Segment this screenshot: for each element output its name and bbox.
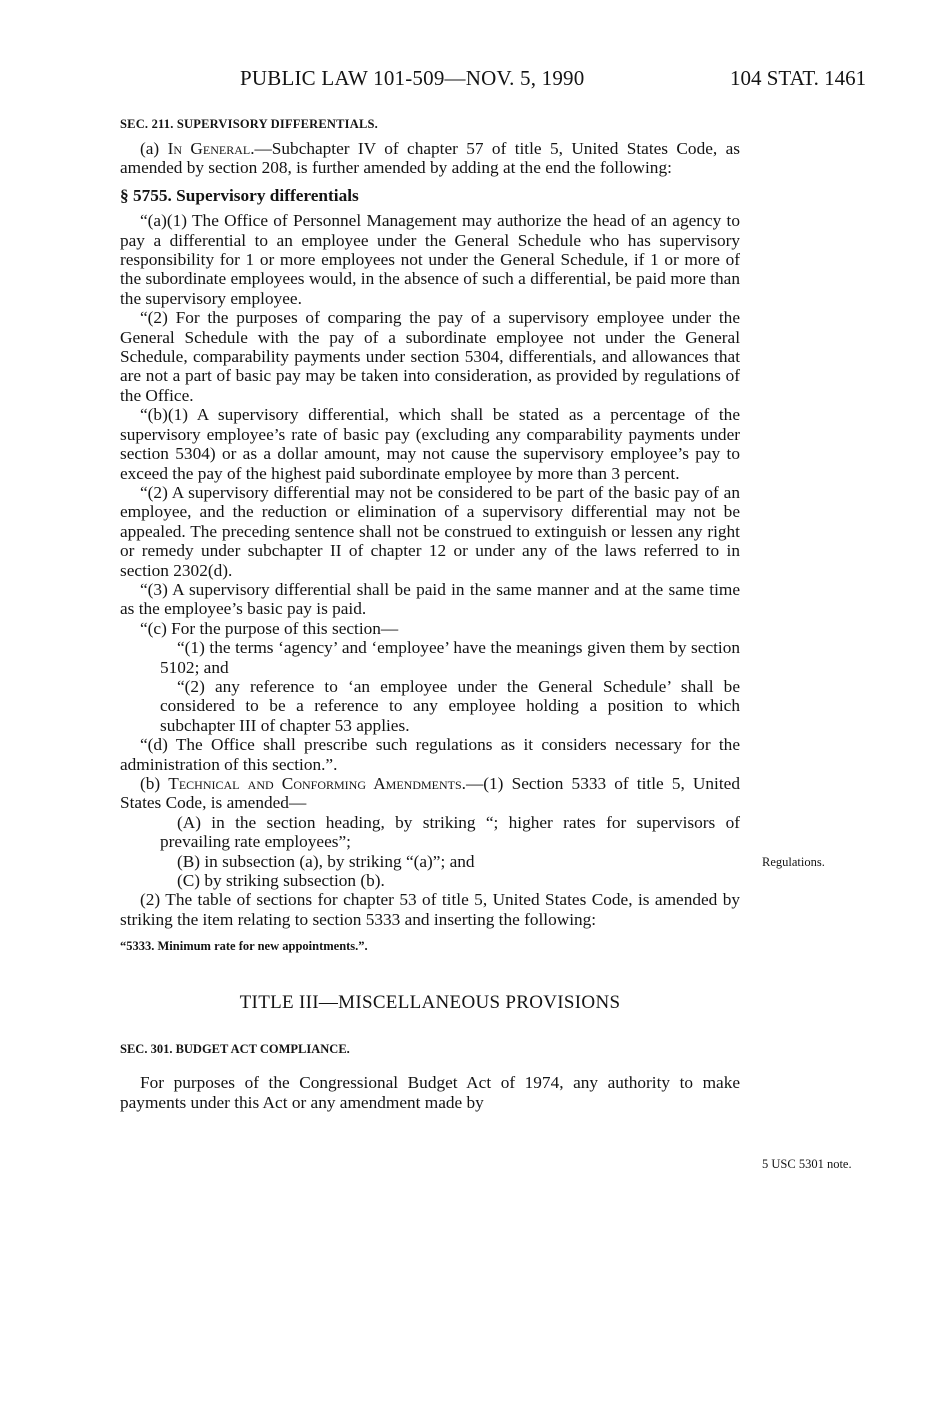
paragraph-d: “(d) The Office shall prescribe such regulations as it considers necessary for the administration of this section.”. [120, 735, 740, 774]
margin-note-regulations: Regulations. [762, 855, 825, 869]
paragraph-b2: “(2) A supervisory differential may not be considered to be part of the basic pay of an employee, and the reduction or elimination of a supervisory differential may not be appealed. The preceding sentence shall not be construed to extinguish or lessen any right or remedy under subchapter II of chapter 12 or under any of the laws referred to in section 2302(d). [120, 482, 740, 580]
section-301-heading: SEC. 301. BUDGET ACT COMPLIANCE. [120, 1042, 350, 1057]
clause-b-C: (C) by striking subsection (b). [177, 871, 385, 891]
body-text [120, 117, 740, 1112]
margin-note-usc: 5 USC 5301 note. [762, 1157, 852, 1171]
paragraph-b3: “(3) A supervisory differential shall be paid in the same manner and at the same time as the employee’s basic pay is paid. [120, 579, 740, 619]
section-211-heading: SEC. 211. SUPERVISORY DIFFERENTIALS. [120, 117, 378, 131]
subsection-b-text: —(1) Section 5333 of title 5, United States Code, is amended— [120, 774, 740, 813]
statute-page-number: 104 STAT. 1461 [730, 66, 867, 90]
paragraph-b1: “(b)(1) A supervisory differential, which shall be stated as a percentage of the supervisory employee’s rate of basic pay (excluding any comparability payments under section 5304) or as a dollar amount, may not cause the supervisory employee’s pay to exceed the pay of the highest paid subordinate employee by more than 3 percent. [120, 405, 740, 483]
subsection-a-in-general [120, 139, 740, 178]
paragraph-b2-table: (2) The table of sections for chapter 53 of title 5, United States Code, is amended by striking the item relating to section 5333 and inserting the following: [120, 890, 740, 929]
subsection-a-text: —Subchapter IV of chapter 57 of title 5, United States Code, as amended by section 208, is further amended by adding at the end the following: [120, 139, 740, 178]
subsection-b-technical-amendments [120, 774, 740, 813]
paragraph-c1: “(1) the terms ‘agency’ and ‘employee’ have the meanings given them by section 5102; and [160, 638, 740, 677]
subsection-a-label: (a) [140, 139, 168, 158]
subsection-b-label: (b) [140, 774, 169, 793]
clause-b-B: (B) in subsection (a), by striking “(a)”; and [177, 851, 475, 871]
section-5755-title: § 5755. Supervisory differentials [120, 185, 359, 205]
table-of-sections-entry: “5333. Minimum rate for new appointments.”. [120, 939, 368, 954]
paragraph-a2: “(2) For the purposes of comparing the pay of a supervisory employee under the General Schedule with the pay of a subordinate employee not under the General Schedule, comparability payments under section 5304, differentials, and allowances that are not a part of basic pay may be taken into consideration, as provided by regulations of the Office. [120, 308, 740, 405]
running-head-title: PUBLIC LAW 101-509—NOV. 5, 1990 [240, 66, 585, 90]
subsection-a-caption: In General. [167, 139, 255, 158]
running-head [0, 66, 947, 96]
section-301-text: For purposes of the Congressional Budget Act of 1974, any authority to make payments under this Act or any amendment made by [120, 1073, 740, 1112]
paragraph-c: “(c) For the purpose of this section— [140, 618, 399, 638]
subsection-b-caption: Technical and Conforming Amendments. [168, 774, 466, 793]
clause-b-A: (A) in the section heading, by striking “; higher rates for supervisors of prevailing rate employees”; [160, 812, 740, 852]
paragraph-c2: “(2) any reference to ‘an employee under the General Schedule’ shall be considered to be a reference to any employee holding a position to which subchapter III of chapter 53 applies. [160, 676, 740, 735]
paragraph-a1: “(a)(1) The Office of Personnel Management may authorize the head of an agency to pay a differential to an employee under the General Schedule who has supervisory responsibility for 1 or more employees not under the General Schedule, if 1 or more of the subordinate employees would, in the absence of such a differential, be paid more than the supervisory employee. [120, 211, 740, 308]
title-iii-heading: TITLE III—MISCELLANEOUS PROVISIONS [239, 991, 621, 1013]
